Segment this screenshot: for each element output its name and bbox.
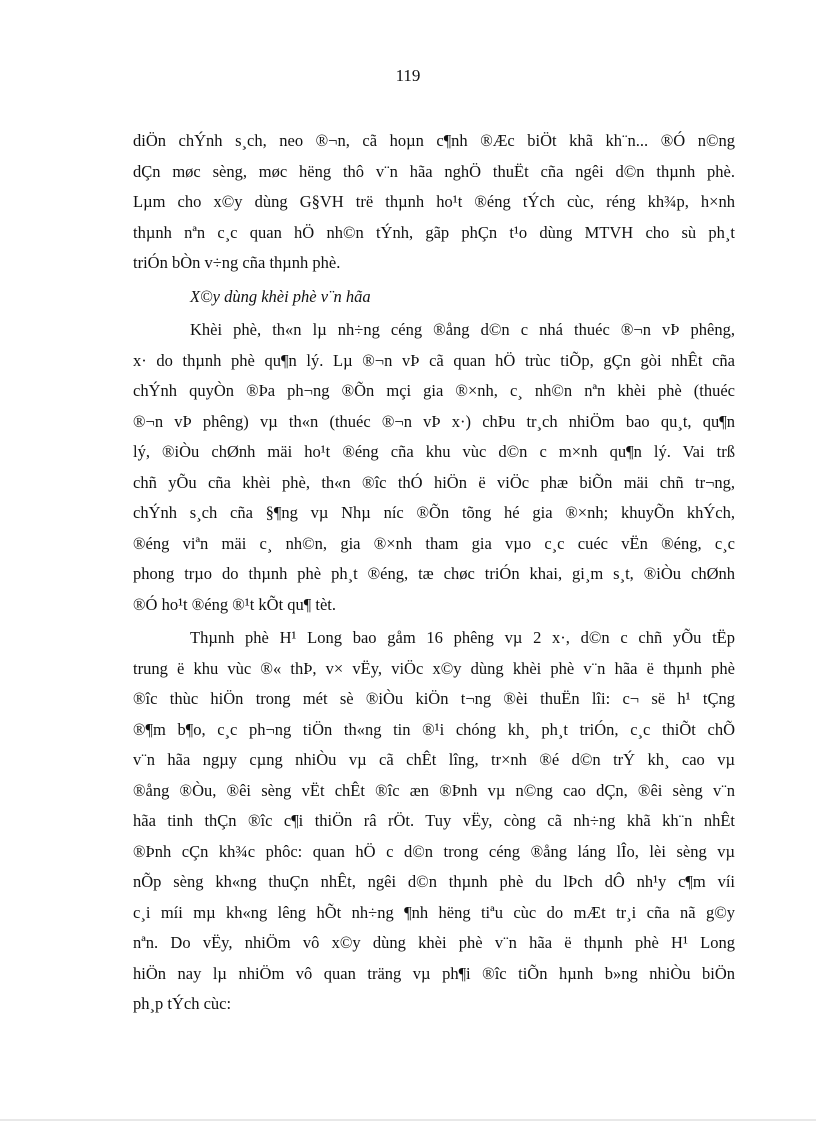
text-line: trung ë khu vùc ®« thÞ, v× vËy, viÖc x©y dùng khèi phè v¨n hãa ë thµnh phè — [133, 658, 735, 678]
text-line: chñ yÕu cña khèi phè, th«n ®îc thÓ hiÖn ë viÖc phæ biÕn mäi chñ tr¬ng, — [133, 472, 735, 492]
text-line: ph¸p tÝch cùc: — [133, 994, 232, 1013]
page-bottom-edge — [0, 1119, 816, 1121]
text-line: v¨n hãa ngµy cµng nhiÒu vµ cã chÊt lîng, tr×nh ®é d©n trÝ kh¸ cao vµ — [133, 750, 735, 769]
text-line: Lµm cho x©y dùng G§VH trë thµnh ho¹t ®éng tÝch cùc, réng kh¾p, h×nh — [133, 192, 735, 211]
paragraph-khoi-pho — [133, 315, 735, 620]
text-line: ®ång ®Òu, ®êi sèng vËt chÊt ®îc æn ®Þnh vµ n©ng cao dÇn, ®êi sèng v¨n — [133, 780, 735, 800]
section-heading: X©y dùng khèi phè v¨n hãa — [190, 286, 371, 306]
text-line: hiÖn nay lµ nhiÖm vô quan träng vµ ph¶i ®îc tiÕn hµnh b»ng nhiÒu biÖn — [133, 963, 735, 983]
text-line: diÖn chÝnh s¸ch, neo ®¬n, cã hoµn c¶nh ®Æc biÖt khã kh¨n... ®Ó n©ng — [133, 131, 735, 150]
text-line: x· do thµnh phè qu¶n lý. Lµ ®¬n vÞ cã quan hÖ trùc tiÕp, gÇn gòi nhÊt cña — [133, 350, 735, 370]
text-line: nÕp sèng kh«ng thuÇn nhÊt, ngêi d©n thµnh phè du lÞch dÔ nh¹y c¶m víi — [133, 872, 735, 891]
text-line: thµnh nªn c¸c quan hÖ nh©n tÝnh, gãp phÇn t¹o dùng MTVH cho sù ph¸t — [133, 222, 735, 242]
text-line: hãa tinh thÇn ®îc c¶i thiÖn râ rÖt. Tuy vËy, còng cã nh÷ng khã kh¨n nhÊt — [133, 811, 735, 830]
text-line: ®éng viªn mäi c¸ nh©n, gia ®×nh tham gia vµo c¸c cuéc vËn ®éng, c¸c — [133, 533, 735, 553]
text-line: Thµnh phè H¹ Long bao gåm 16 phêng vµ 2 x·, d©n c chñ yÕu tËp — [190, 628, 735, 647]
text-line: ®¶m b¶o, c¸c ph¬ng tiÖn th«ng tin ®¹i chóng kh¸ ph¸t triÓn, c¸c thiÕt chÕ — [133, 719, 735, 739]
text-line: lý, ®iÒu chØnh mäi ho¹t ®éng cña khu vùc d©n c m×nh qu¶n lý. Vai trß — [133, 442, 735, 461]
body-text — [133, 126, 735, 1023]
page-number: 119 — [395, 66, 421, 85]
text-line: Khèi phè, th«n lµ nh÷ng céng ®ång d©n c nhá thuéc ®¬n vÞ phêng, — [190, 320, 735, 339]
text-line: chÝnh s¸ch cña §¶ng vµ Nhµ níc ®Õn tõng hé gia ®×nh; khuyÕn khÝch, — [133, 503, 735, 522]
paragraph-intro — [133, 126, 735, 279]
paragraph-ha-long — [133, 623, 735, 1020]
text-line: triÓn bÒn v÷ng cña thµnh phè. — [133, 253, 341, 272]
text-line: ®¬n vÞ phêng) vµ th«n (thuéc ®¬n vÞ x·) chÞu tr¸ch nhiÖm bao qu¸t, qu¶n — [133, 411, 735, 431]
text-line: nªn. Do vËy, nhiÖm vô x©y dùng khèi phè v¨n hãa ë thµnh phè H¹ Long — [133, 933, 735, 952]
text-line: phong trµo do thµnh phè ph¸t ®éng, tæ chøc triÓn khai, gi¸m s¸t, ®iÒu chØnh — [133, 564, 735, 583]
text-line: chÝnh quyÒn ®Þa ph¬ng ®Õn mçi gia ®×nh, c¸ nh©n nªn khèi phè (thuéc — [133, 381, 735, 400]
text-line: ®îc thùc hiÖn trong mét sè ®iÒu kiÖn t¬ng ®èi thuËn lîi: c¬ së h¹ tÇng — [133, 689, 735, 708]
text-line: ®Þnh cÇn kh¾c phôc: quan hÖ c d©n trong céng ®ång láng lÎo, lèi sèng vµ — [133, 841, 735, 861]
text-line: c¸i míi mµ kh«ng lêng hÕt nh÷ng ¶nh hëng tiªu cùc do mÆt tr¸i cña nã g©y — [133, 902, 735, 922]
text-line: dÇn møc sèng, møc hëng thô v¨n hãa nghÖ thuËt cña ngêi d©n thµnh phè. — [133, 161, 735, 181]
text-line: ®Ó ho¹t ®éng ®¹t kÕt qu¶ tèt. — [133, 594, 337, 614]
